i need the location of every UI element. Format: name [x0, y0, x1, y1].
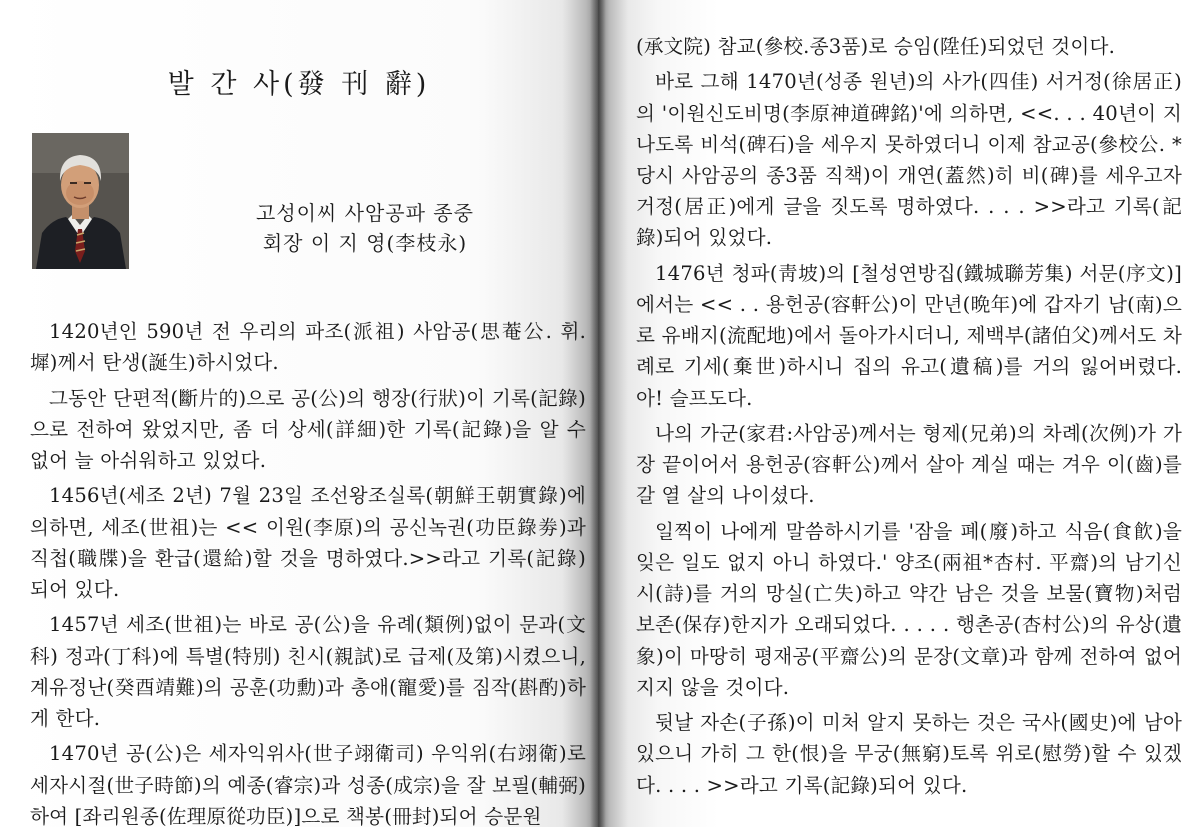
paragraph: 1470년 공(公)은 세자익위사(世子翊衛司) 우익위(右翊衛)로 세자시절(世子時節)의 예종(睿宗)과 성종(成宗)을 잘 보필(輔弼)하여 [좌리원종(佐理原從功臣)]으로 책봉(冊封)되어 승문원: [30, 742, 586, 828]
paragraph: 바로 그해 1470년(성종 원년)의 사가(四佳) 서거정(徐居正)의 '이원신도비명(李原神道碑銘)'에 의하면, <<. . . 40년이 지나도록 비석(碑石)을 세우지 못하였더니 이제 참교공(參校公. *당시 사암공의 종3품 직책)이 개연(蓋然)히 비(碑)를 세우고자 거정(居正)에게 글을 짓도록 명하였다. . . . >>라고 기록(記錄)되어 있었다.: [636, 70, 1182, 250]
paragraph: 1420년인 590년 전 우리의 파조(派祖) 사암공(思菴公. 휘. 墀)께서 탄생(誕生)하시었다.: [30, 320, 586, 375]
author-portrait: [32, 133, 129, 269]
portrait-image: [32, 133, 129, 269]
paragraph: 1456년(세조 2년) 7월 23일 조선왕조실록(朝鮮王朝實錄)에 의하면, 세조(世祖)는 << 이원(李原)의 공신녹권(功臣錄劵)과 직첩(職牒)을 환급(還給)할 것을 명하였다.>>라고 기록(記錄)되어 있다.: [30, 484, 586, 601]
paragraph: 뒷날 자손(子孫)이 미처 알지 못하는 것은 국사(國史)에 남아 있으니 가히 그 한(恨)을 무궁(無窮)토록 위로(慰勞)할 수 있겠다. . . . >>라고 기록(記錄)되어 있다.: [636, 711, 1182, 797]
left-page: [0, 0, 598, 827]
paragraph: 일찍이 나에게 말씀하시기를 '잠을 폐(廢)하고 식음(食飮)을 잊은 일도 없지 아니 하였다.' 양조(兩祖*杏村. 平齋)의 남기신 시(詩)를 거의 망실(亡失)하고 약간 남은 것을 보물(寶物)처럼 보존(保存)한지가 오래되었다. . . . . 행촌공(杏村公)의 유상(遺象)이 마땅히 평재공(平齋公)의 문장(文章)과 함께 전하여 없어지지 않을 것이다.: [636, 519, 1182, 699]
paragraph: 1457년 세조(世祖)는 바로 공(公)을 유례(類例)없이 문과(文科) 정과(丁科)에 특별(特別) 친시(親試)로 급제(及第)시켰으니, 계유정난(癸酉靖難)의 공훈(功勳)과 총애(寵愛)를 짐작(斟酌)하게 한다.: [30, 613, 586, 730]
left-body-text: [30, 316, 586, 836]
paragraph: 나의 가군(家君:사암공)께서는 형제(兄弟)의 차례(次例)가 가장 끝이어서 용헌공(容軒公)께서 살아 계실 때는 겨우 이(齒)를 갈 열 살의 나이셨다.: [636, 422, 1182, 508]
paragraph: 1476년 청파(靑坡)의 [철성연방집(鐵城聯芳集) 서문(序文)]에서는 << . . 용헌공(容軒公)이 만년(晩年)에 갑자기 남(南)으로 유배지(流配地)에서 돌아가시더니, 제백부(諸伯父)께서도 차례로 기세(棄世)하시니 집의 유고(遺稿)를 거의 잃어버렸다. 아! 슬프도다.: [636, 261, 1182, 410]
paragraph: (承文院) 참교(參校.종3품)로 승임(陞任)되었던 것이다.: [636, 35, 1116, 58]
author-organization: 고성이씨 사암공파 종중: [256, 201, 474, 225]
paragraph: 그동안 단편적(斷片的)으로 공(公)의 행장(行狀)이 기록(記錄)으로 전하여 왔었지만, 좀 더 상세(詳細)한 기록(記錄)을 알 수 없어 늘 아쉬워하고 있었다.: [30, 386, 586, 472]
right-body-text: [636, 31, 1182, 805]
author-name: 회장 이 지 영(李枝永): [262, 231, 468, 255]
book-gutter-shadow: [590, 0, 606, 827]
page-title: 발 간 사(發 刊 辭): [167, 69, 431, 100]
